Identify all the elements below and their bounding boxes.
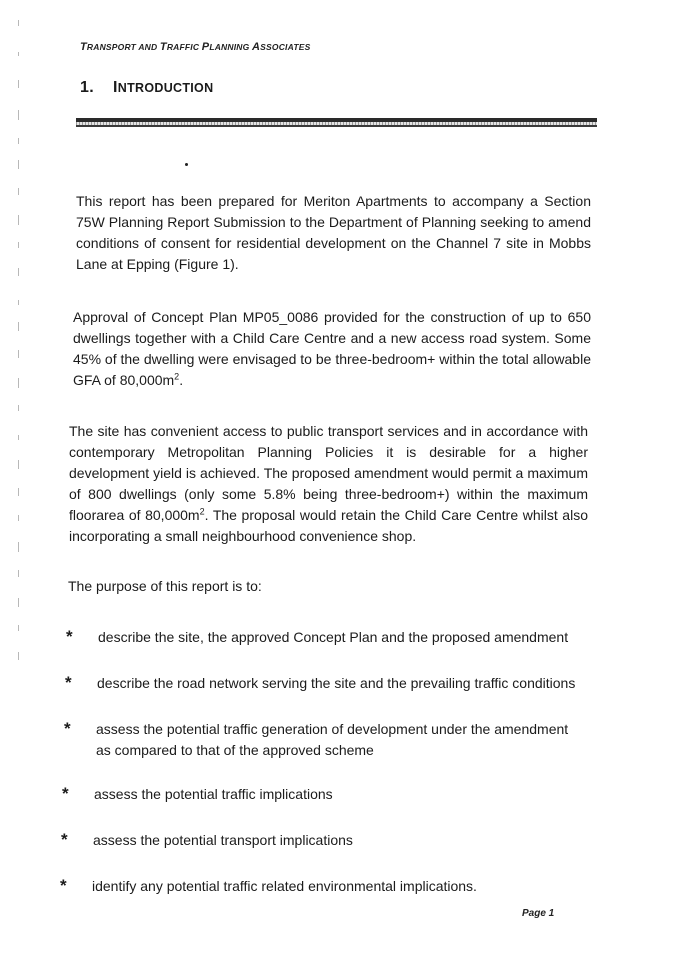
running-header <box>80 41 310 53</box>
section-number: 1. <box>80 79 94 96</box>
purpose-item-text: assess the potential transport implications <box>93 832 353 848</box>
purpose-item-text: assess the potential traffic generation of development under the amendment as compared to that of the approved scheme <box>96 721 569 758</box>
paragraph-3: The site has convenient access to public transport services and in accordance with contemporary Metropolitan Planning Policies it is desirable for a higher development yield is achieved. The proposed amendment would permit a maximum of 800 dwellings (only some 5.8% being three-bedroom+) within the maximum floorarea of $80,000m^2$. The proposal would retain the Child Care Centre whilst also incorporating a small neighbourhood convenience shop. <box>69 423 588 544</box>
paragraph-1: This report has been prepared for Meriton Apartments to accompany a Section 75W Planning Report Submission to the Department of Planning seeking to amend conditions of consent for residential development on the Channel 7 site in Mobbs Lane at Epping (Figure 1). <box>76 193 591 272</box>
section-title: INTRODUCTION <box>113 79 214 96</box>
purpose-intro: The purpose of this report is to: <box>68 578 262 594</box>
asterisk-bullet-icon: * <box>64 719 71 738</box>
header-word: TRAFFIC <box>159 41 202 53</box>
asterisk-bullet-icon: * <box>65 673 72 692</box>
header-word: TRANSPORT <box>80 41 137 53</box>
asterisk-bullet-icon: * <box>61 830 68 849</box>
paragraph-2: Approval of Concept Plan MP05_0086 provided for the construction of up to 650 dwellings together with a Child Care Centre and a new access road system. Some 45% of the dwelling were envisaged to be three-bedroom+ within the total allowable GFA of $80,000m^2$. <box>73 309 591 388</box>
asterisk-bullet-icon: * <box>60 876 67 895</box>
asterisk-bullet-icon: * <box>66 627 73 646</box>
header-word: AND <box>136 42 160 52</box>
header-word: PLANNING <box>201 41 252 53</box>
scan-speck <box>185 163 188 166</box>
page-number: Page 1 <box>522 908 555 919</box>
purpose-item-text: identify any potential traffic related environmental implications. <box>92 878 477 894</box>
purpose-item-text: describe the road network serving the site and the prevailing traffic conditions <box>97 675 576 691</box>
binding-holes-margin <box>4 10 26 690</box>
section-heading <box>80 79 213 97</box>
header-word: ASSOCIATES <box>252 41 311 53</box>
purpose-item-text: assess the potential traffic implications <box>94 786 333 802</box>
asterisk-bullet-icon: * <box>62 784 69 803</box>
purpose-item-text: describe the site, the approved Concept Plan and the proposed amendment <box>98 629 569 645</box>
heading-rule <box>76 118 597 127</box>
